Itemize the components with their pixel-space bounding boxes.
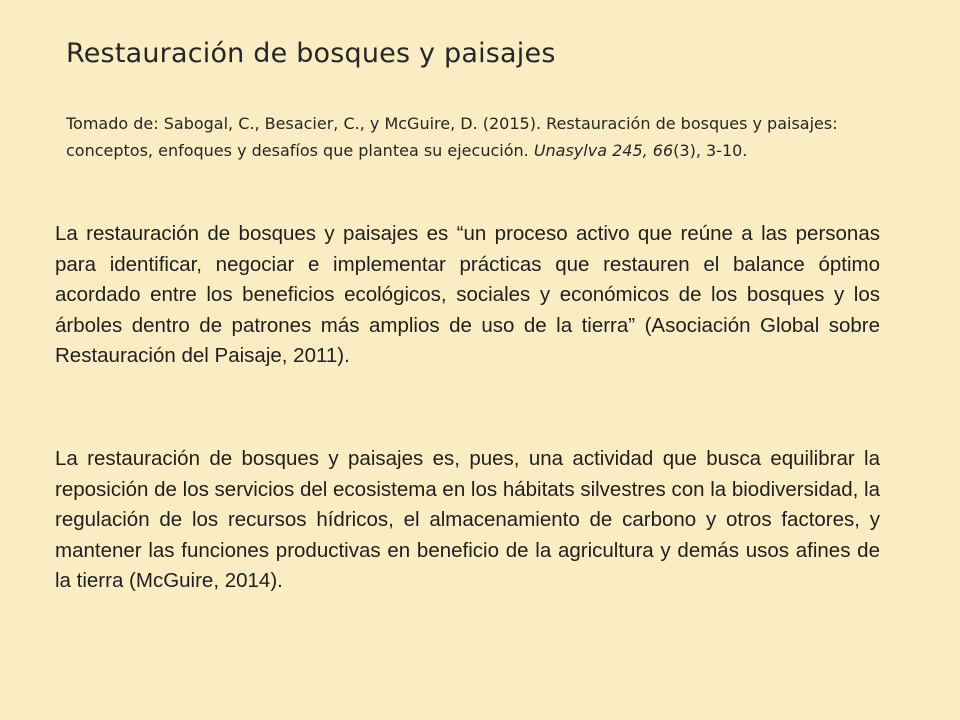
slide-title: Restauración de bosques y paisajes: [66, 38, 556, 69]
citation-text: Tomado de: Sabogal, C., Besacier, C., y McGuire, D. (2015). Restauración de bosques y paisajes: conceptos, enfoques y desafíos que plantea su ejecución.: [66, 114, 838, 160]
paragraph-objective: La restauración de bosques y paisajes es, pues, una actividad que busca equilibrar la reposición de los servicios del ecosistema en los hábitats silvestres con la biodiversidad, la regulación de los recursos hídricos, el almacenamiento de carbono y otros factores, y mantener las funciones productivas en beneficio de la agricultura y demás usos afines de la tierra (McGuire, 2014).: [55, 447, 880, 592]
citation: [66, 110, 896, 164]
paragraph-definition: La restauración de bosques y paisajes es “un proceso activo que reúne a las personas para identificar, negociar e implementar prácticas que restauren el balance óptimo acordado entre los beneficios ecológicos, sociales y económicos de los bosques y los árboles dentro de patrones más amplios de uso de la tierra” (Asociación Global sobre Restauración del Paisaje, 2011).: [55, 222, 880, 367]
citation-issue-pages: (3), 3-10.: [673, 141, 748, 160]
citation-journal: Unasylva 245, 66: [533, 141, 674, 160]
